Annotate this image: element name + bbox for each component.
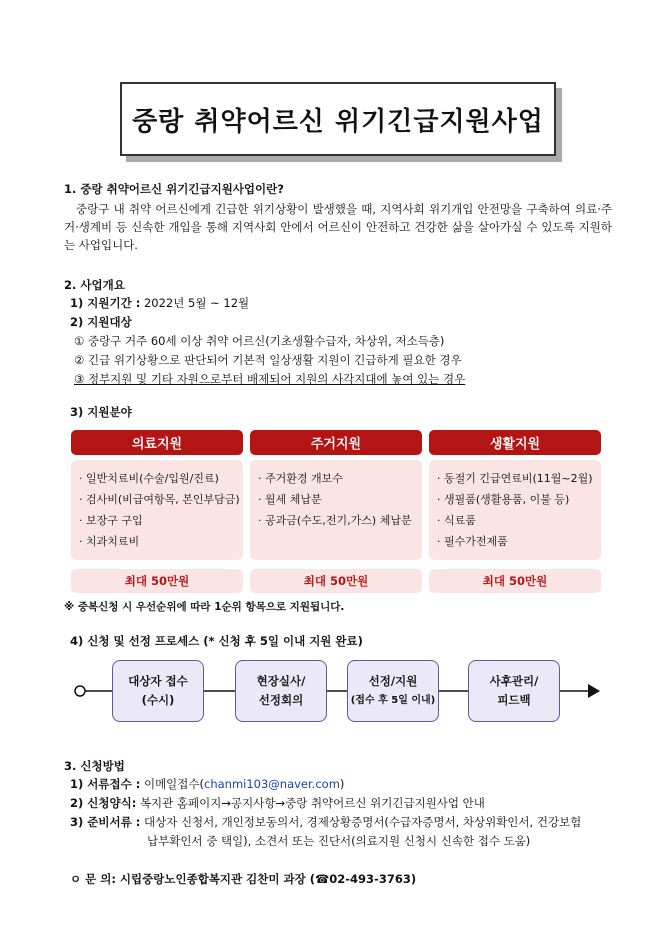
list-item: · 검사비(비급여항목, 본인부담금) (79, 493, 240, 506)
list-item: · 필수가전제품 (437, 535, 508, 548)
flow-arrow-head (588, 684, 600, 698)
period-row (70, 294, 249, 312)
step-subtitle: 선정회의 (258, 693, 304, 707)
period-value: 2022년 5월 ~ 12월 (143, 296, 250, 310)
prep-label: 3) 준비서류 : (70, 815, 141, 829)
prep-line1: 대상자 신청서, 개인정보동의서, 경제상황증명서(수급자증명서, 차상위확인서, 건강보험 (143, 815, 582, 829)
prep-line2: 납부확인서 중 택일), 소견서 또는 진단서(의료지원 신청시 신속한 접수 도움) (147, 834, 531, 848)
flow-start-circle (75, 686, 85, 696)
email-link[interactable]: chanmi103@naver.com (204, 777, 340, 791)
step-subtitle: (수시) (141, 693, 175, 707)
living-support-max: 최대 50만원 (429, 569, 601, 593)
prep-row (70, 813, 581, 831)
process-label: 4) 신청 및 선정 프로세스 (* 신청 후 5일 이내 지원 완료) (70, 634, 363, 648)
page-title: 중랑 취약어르신 위기긴급지원사업 (132, 106, 544, 137)
list-item: · 치과치료비 (79, 535, 140, 548)
step-title: 선정/지원 (368, 674, 418, 688)
doc-value: 이메일접수( (143, 777, 204, 791)
target-item: ③ 정부지원 및 기타 자원으로부터 배제되어 지원의 사각지대에 놓여 있는 경우 (74, 372, 466, 386)
medical-support-list (71, 460, 243, 560)
section1-paragraph: 중랑구 내 취약 어르신에게 긴급한 위기상황이 발생했을 때, 지역사회 위기개입 안전망을 구축하여 의료·주거·생계비 등 신속한 개입을 통해 지역사회 안에서 어르신이 안전하고 건강한 삶을 살아가실 수 있도록 지원하는 사업입니다. (64, 202, 612, 252)
step-subtitle: (접수 후 5일 이내) (350, 695, 436, 706)
medical-support-max: 최대 50만원 (71, 569, 243, 593)
section2-heading: 2. 사업개요 (64, 278, 125, 292)
process-step-4 (468, 660, 560, 722)
form-label: 2) 신청양식: (70, 796, 137, 810)
period-label: 1) 지원기간 : (70, 296, 141, 310)
list-item: · 주거환경 개보수 (258, 472, 343, 485)
list-item: · 보장구 구입 (79, 514, 143, 527)
step-title: 현장실사/ (256, 674, 306, 688)
housing-support-max: 최대 50만원 (250, 569, 422, 593)
doc-close: ) (339, 777, 345, 791)
doc-row (70, 775, 344, 793)
section3-heading: 3. 신청방법 (64, 759, 125, 773)
step-title: 사후관리/ (489, 674, 539, 688)
living-support-list (429, 460, 601, 560)
target-item: ① 중랑구 거주 60세 이상 취약 어르신(기초생활수급자, 차상위, 저소득층) (74, 334, 445, 348)
target-item: ② 긴급 위기상황으로 판단되어 기본적 일상생활 지원이 긴급하게 필요한 경우 (74, 353, 462, 367)
medical-support-header: 의료지원 (71, 430, 243, 455)
process-step-1 (112, 660, 204, 722)
list-item: · 월세 체납분 (258, 493, 322, 506)
section1-heading: 1. 중랑 취약어르신 위기긴급지원사업이란? (64, 182, 284, 196)
list-item: · 식료품 (437, 514, 476, 527)
list-item: · 일반치료비(수술/입원/진료) (79, 472, 219, 485)
housing-support-list (250, 460, 422, 560)
title-box (120, 82, 556, 156)
list-item: · 공과금(수도,전기,가스) 체납분 (258, 514, 412, 527)
living-support-header: 생활지원 (429, 430, 601, 455)
housing-support-header: 주거지원 (250, 430, 422, 455)
priority-note: ※ 중복신청 시 우선순위에 따라 1순위 항목으로 지원됩니다. (64, 601, 345, 613)
form-value: 복지관 홈페이지→공지사항→중랑 취약어르신 위기긴급지원사업 안내 (139, 796, 485, 810)
list-item: · 생필품(생활용품, 이불 등) (437, 493, 570, 506)
form-row (70, 794, 485, 812)
list-item: · 동절기 긴급연료비(11월~2월) (437, 472, 593, 485)
step-title: 대상자 접수 (128, 674, 188, 688)
doc-label: 1) 서류접수 : (70, 777, 141, 791)
process-step-2 (235, 660, 327, 722)
process-step-3 (347, 660, 439, 722)
contact-info: ㅇ 문 의: 시립중랑노인종합복지관 김찬미 과장 (☎02-493-3763) (70, 872, 417, 886)
process-flow-line (0, 640, 672, 740)
step-subtitle: 피드백 (497, 693, 531, 707)
target-label: 2) 지원대상 (70, 315, 132, 329)
field-label: 3) 지원분야 (70, 405, 132, 419)
